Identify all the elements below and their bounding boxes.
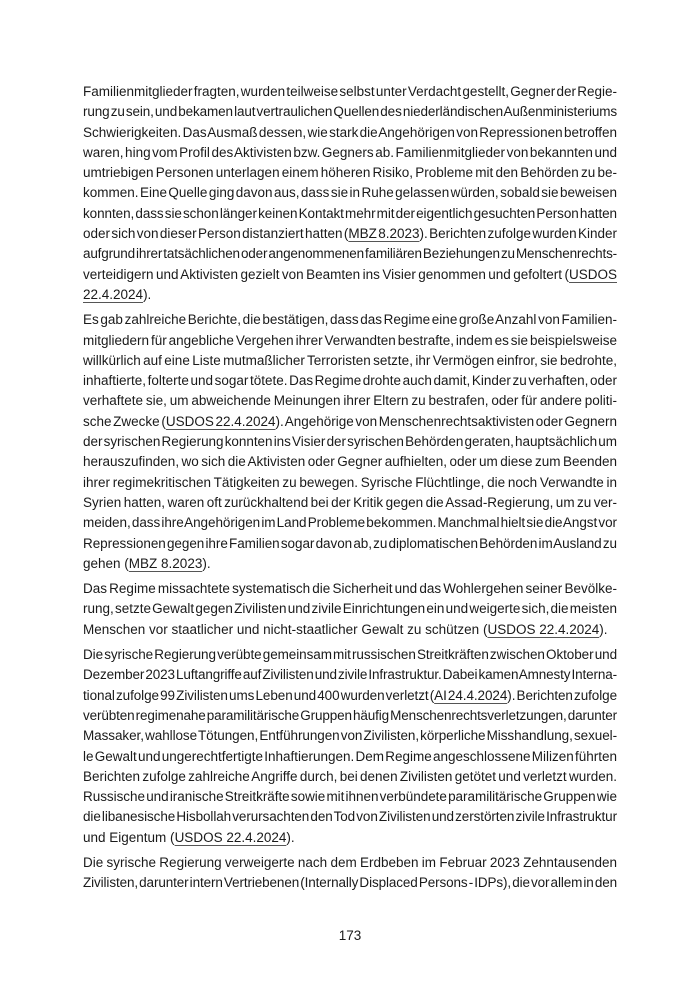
source-reference-link[interactable]: AI 24.4.2024 (434, 687, 508, 703)
text-line (83, 143, 617, 163)
line-text: Die syrische Regierung verübte gemeinsam mit russischen Streitkräften zwischen Oktober und (83, 647, 617, 663)
line-text: Russische und iranische Streitkräfte sowie mit ihnen verbündete paramilitärische Gruppen wie (83, 789, 617, 805)
line-text: rung, setzte Gewalt gegen Zivilisten und zivile Einrichtungen ein und weigerte sich, die meisten (83, 601, 617, 617)
line-text: sche Zwecke ( (83, 413, 166, 429)
text-line (83, 163, 617, 183)
text-line (83, 853, 617, 873)
text-line (83, 204, 617, 224)
line-text: Es gab zahlreiche Berichte, die bestätigen, dass das Regime eine große Anzahl von Familien- (83, 312, 617, 328)
line-text: umtriebigen Personen unterlagen einem höheren Risiko, Probleme mit den Behörden zu be- (83, 165, 617, 181)
text-line (83, 285, 617, 305)
source-reference-link[interactable]: USDOS 22.4.2024 (165, 413, 276, 429)
line-text: willkürlich auf eine Liste mutmaßlicher Terroristen setzte, ihr Vermögen einfror, sie bedrohte, (83, 352, 617, 368)
text-line (83, 706, 617, 726)
text-line (83, 554, 617, 574)
line-text: und Eigentum ( (83, 829, 175, 845)
line-text: Familienmitglieder fragten, wurden teilweise selbst unter Verdacht gestellt, Gegner der Regie- (83, 84, 618, 99)
text-line (83, 767, 617, 787)
line-text: ). (143, 286, 152, 302)
line-text: die libanesische Hisbollah verursachten den Tod von Zivilisten und zerstörten zivile Infrastruktur (83, 809, 617, 825)
paragraph (83, 853, 617, 894)
text-line (83, 371, 617, 391)
text-line (83, 391, 617, 411)
paragraph (83, 579, 617, 640)
line-text: Massaker, wahllose Tötungen, Entführungen von Zivilisten, körperliche Misshandlung, sexuel- (83, 728, 617, 744)
line-text: verübten regimenahe paramilitärische Gruppen häufig Menschenrechtsverletzungen, darunter (83, 707, 617, 723)
line-text: meiden, dass ihre Angehörigen im Land Probleme bekommen. Manchmal hielt sie die Angst vor (83, 515, 617, 531)
line-text: ). Angehörige von Menschenrechtsaktivisten oder Gegnern (275, 413, 617, 429)
text-line (83, 807, 617, 827)
text-line (83, 224, 617, 244)
source-reference-link[interactable]: USDOS (568, 266, 617, 282)
text-line (83, 102, 617, 122)
text-line (83, 534, 617, 554)
text-line (83, 665, 617, 685)
line-text: ). (202, 555, 211, 571)
text-line (83, 310, 617, 330)
text-line (83, 686, 617, 706)
line-text: ). (599, 621, 608, 637)
text-line (83, 244, 617, 264)
line-text: Die syrische Regierung verweigerte nach dem Erdbeben im Februar 2023 Zehntausenden (83, 854, 617, 870)
paragraph (83, 82, 617, 305)
line-text: ). Berichten zufolge (507, 687, 618, 703)
page-number: 173 (338, 928, 362, 943)
text-line (83, 432, 617, 452)
paragraph (83, 310, 617, 574)
line-text: kommen. Eine Quelle ging davon aus, dass sie in Ruhe gelassen würden, sobald sie beweisen (83, 185, 617, 201)
line-text: Berichten zufolge zahlreiche Angriffe durch, bei denen Zivilisten getötet und verletzt wurden. (83, 768, 617, 784)
text-line (83, 599, 617, 619)
line-text: gehen ( (83, 555, 129, 571)
line-text: oder sich von dieser Person distanziert hatten ( (83, 226, 349, 242)
text-line (83, 265, 617, 285)
text-line (83, 620, 617, 640)
text-line (83, 331, 617, 351)
line-text: herauszufinden, wo sich die Aktivisten oder Gegner aufhielten, oder um diese zum Beenden (83, 454, 617, 470)
source-reference-link[interactable]: USDOS 22.4.2024 (174, 829, 287, 845)
line-text: le Gewalt und ungerechtfertigte Inhaftierungen. Dem Regime angeschlossene Milizen führten (83, 748, 617, 764)
text-line (83, 747, 617, 767)
line-text: Schwierigkeiten. Das Ausmaß dessen, wie stark die Angehörigen von Repressionen betroffen (83, 124, 617, 140)
text-line (83, 579, 617, 599)
line-text: Menschen vor staatlicher und nicht-staatlicher Gewalt zu schützen ( (83, 621, 488, 637)
line-text: verteidigern und Aktivisten gezielt von Beamten ins Visier genommen und gefoltert ( (83, 266, 569, 282)
line-text: Das Regime missachtete systematisch die Sicherheit und das Wohlergehen seiner Bevölke- (83, 581, 617, 597)
source-reference-link[interactable]: MBZ 8.2023 (348, 226, 420, 242)
line-text: verhaftete sie, um abweichende Meinungen ihrer Eltern zu bestrafen, oder für andere politi- (83, 393, 617, 409)
line-text: waren, hing vom Profil des Aktivisten bzw. Gegners ab. Familienmitglieder von bekannten und (83, 144, 617, 160)
line-text: der syrischen Regierung konnten ins Visier der syrischen Behörden geraten, hauptsächlich um (83, 434, 617, 450)
line-text: konnten, dass sie schon länger keinen Kontakt mehr mit der eigentlich gesuchten Person hatten (83, 205, 617, 221)
text-line (83, 787, 617, 807)
line-text: tional zufolge 99 Zivilisten ums Leben und 400 wurden verletzt ( (83, 687, 435, 703)
text-line (83, 513, 617, 533)
source-reference-link[interactable]: USDOS 22.4.2024 (487, 621, 600, 637)
source-reference-link[interactable]: MBZ 8.2023 (128, 555, 203, 571)
line-text: aufgrund ihrer tatsächlichen oder angenommenen familiären Beziehungen zu Menschenrechts- (83, 246, 617, 262)
line-text: inhaftierte, folterte und sogar tötete. Das Regime drohte auch damit, Kinder zu verhaften, oder (83, 373, 617, 389)
text-line (83, 828, 617, 848)
line-text: ). (286, 829, 295, 845)
line-text: Syrien hatten, waren oft zurückhaltend bei der Kritik gegen die Assad-Regierung, um zu ver- (83, 494, 617, 510)
document-body (83, 82, 617, 899)
paragraph (83, 645, 617, 848)
text-line (83, 351, 617, 371)
line-text: mitgliedern für angebliche Vergehen ihrer Verwandten bestrafte, indem es sie beispielsweise (83, 332, 617, 348)
text-line (83, 412, 617, 432)
text-line (83, 183, 617, 203)
line-text: ). Berichten zufolge wurden Kinder (419, 226, 617, 242)
text-line (83, 493, 617, 513)
line-text: Zivilisten, darunter intern Vertriebenen (Internally Displaced Persons - IDPs), die vor allem in den (83, 875, 617, 891)
line-text: ihrer regimekritischen Tätigkeiten zu bewegen. Syrische Flüchtlinge, die noch Verwandte in (83, 474, 617, 490)
text-line (83, 473, 617, 493)
text-line (83, 452, 617, 472)
line-text: Dezember 2023 Luftangriffe auf Zivilisten und zivile Infrastruktur. Dabei kamen Amnesty Interna- (83, 667, 617, 683)
line-text: rung zu sein, und bekamen laut vertraulichen Quellen des niederländischen Außenministeriums (83, 104, 617, 120)
text-line (83, 726, 617, 746)
source-reference-link[interactable]: 22.4.2024 (83, 286, 144, 302)
text-line (83, 873, 617, 893)
line-text: Repressionen gegen ihre Familien sogar davon ab, zu diplomatischen Behörden im Ausland zu (83, 535, 617, 551)
text-line (83, 123, 617, 143)
text-line (83, 645, 617, 665)
text-line (83, 82, 617, 102)
